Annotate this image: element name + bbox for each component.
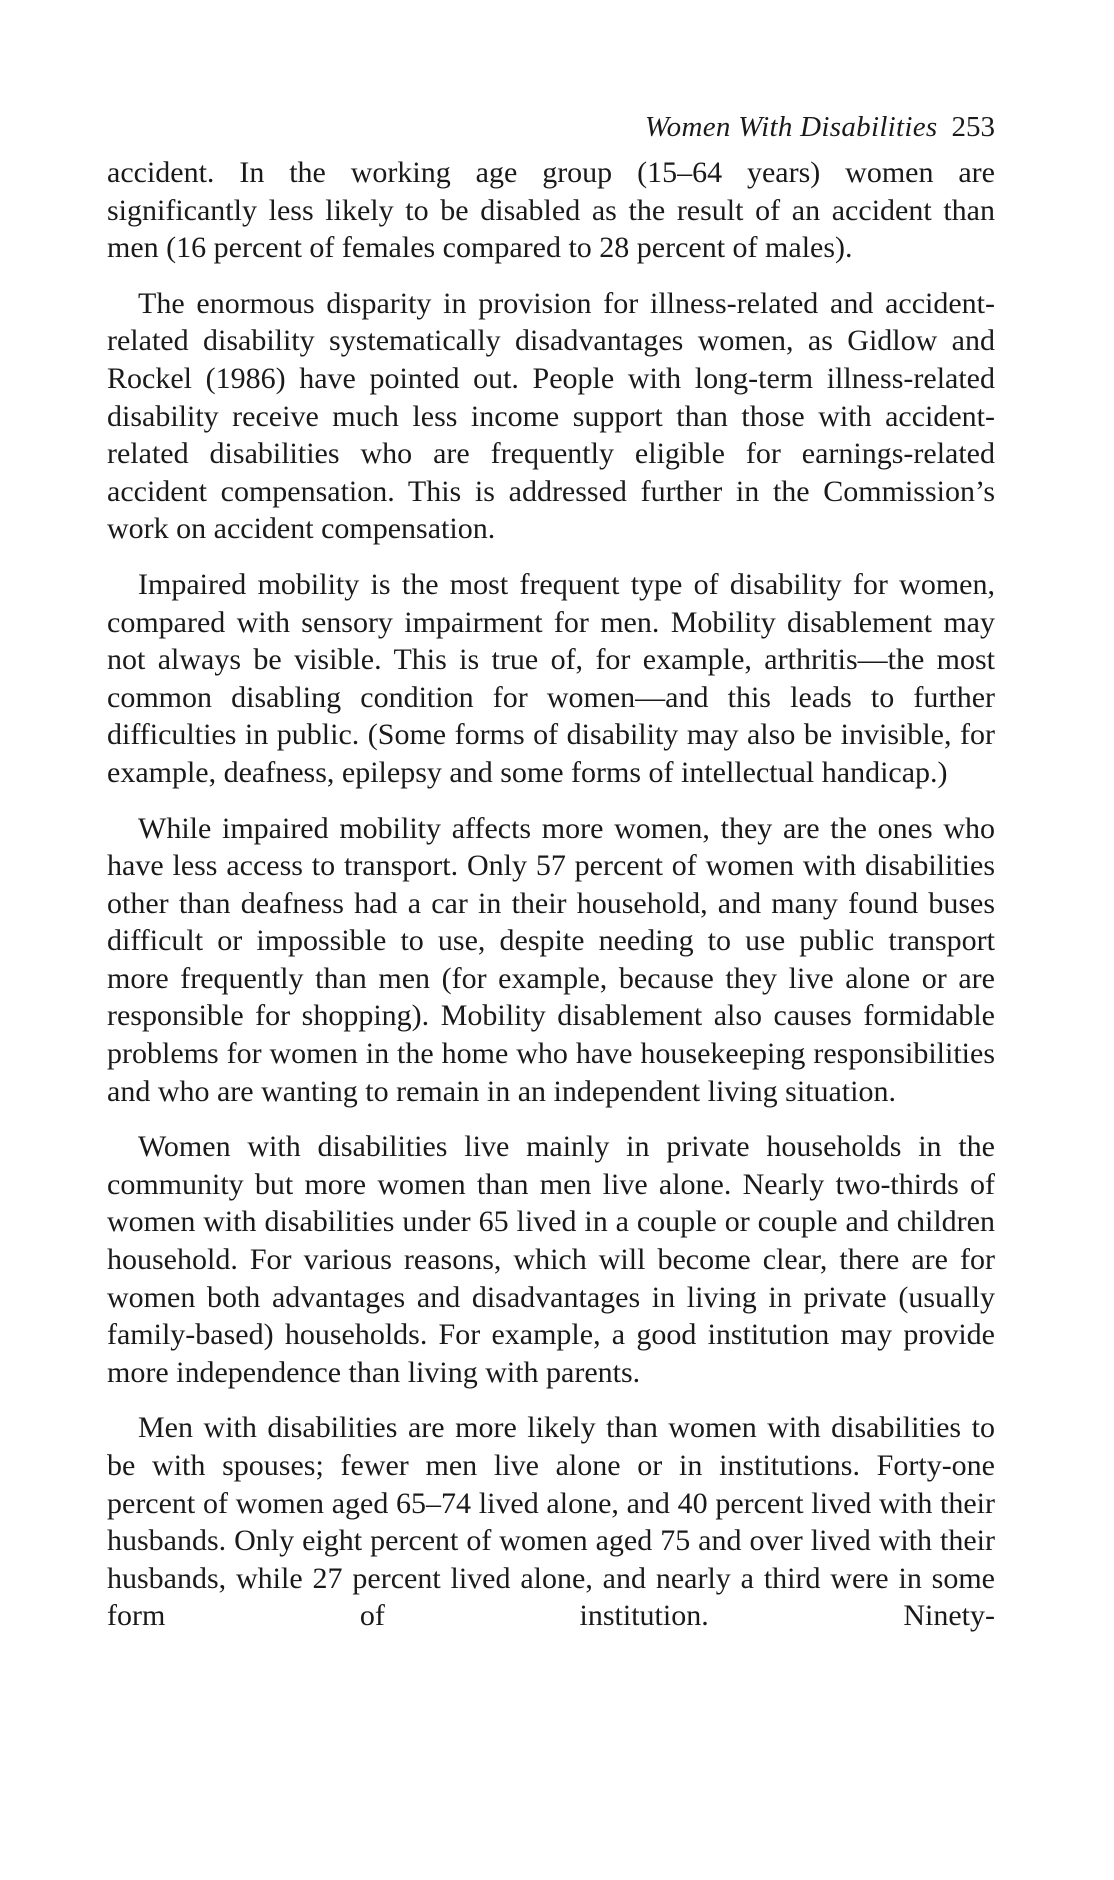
paragraph-5: Women with disabilities live mainly in private households in the community but more women than men live alone. Nearly two-thirds of women with disabilities under 65 lived in a couple or couple and children household. For various reasons, which will become clear, there are for women both advantages and disadvantages in living in private (usually family-based) households. For example, a good institution may provide more independence than living with parents. [107, 1130, 995, 1389]
running-title: Women With Disabilities [644, 111, 938, 143]
paragraph-6: Men with disabilities are more likely than women with disabilities to be with spouses; fewer men live alone or in institutions. Forty-one percent of women aged 65–74 lived alone, and 40 percent lived with their husbands. Only eight percent of women aged 75 and over lived with their husbands, while 27 percent lived alone, and nearly a third were in some form of institution. Ninety- [107, 1411, 995, 1633]
page-number: 253 [951, 111, 995, 143]
paragraph-3: Impaired mobility is the most frequent type of disability for women, compared with sensory impairment for men. Mobility disablement may not always be visible. This is true of, for example, arthritis—the most common disabling condition for women—and this leads to further difficulties in public. (Some forms of disability may also be invisible, for example, deafness, epilepsy and some forms of intellectual handicap.) [107, 567, 995, 789]
running-header [107, 100, 995, 154]
paragraph-2: The enormous disparity in provision for illness-related and accident-related disability systematically disadvantages women, as Gidlow and Rockel (1986) have pointed out. People with long-term illness-related disability receive much less income support than those with accident-related disabilities who are frequently eligible for earnings-related accident compensation. This is addressed further in the Commission’s work on accident compensation. [107, 286, 995, 546]
paragraph-1: accident. In the working age group (15–64 years) women are significantly less likely to be disabled as the result of an accident than men (16 percent of females compared to 28 percent of males). [107, 156, 995, 265]
paragraph-4: While impaired mobility affects more women, they are the ones who have less access to transport. Only 57 percent of women with disabilities other than deafness had a car in their household, and many found buses difficult or impossible to use, despite needing to use public transport more frequently than men (for example, because they live alone or are responsible for shopping). Mobility disablement also causes formidable problems for women in the home who have housekeeping responsibilities and who are wanting to remain in an independent living situation. [107, 811, 995, 1108]
book-page [107, 100, 995, 1635]
body-text [107, 154, 995, 1635]
